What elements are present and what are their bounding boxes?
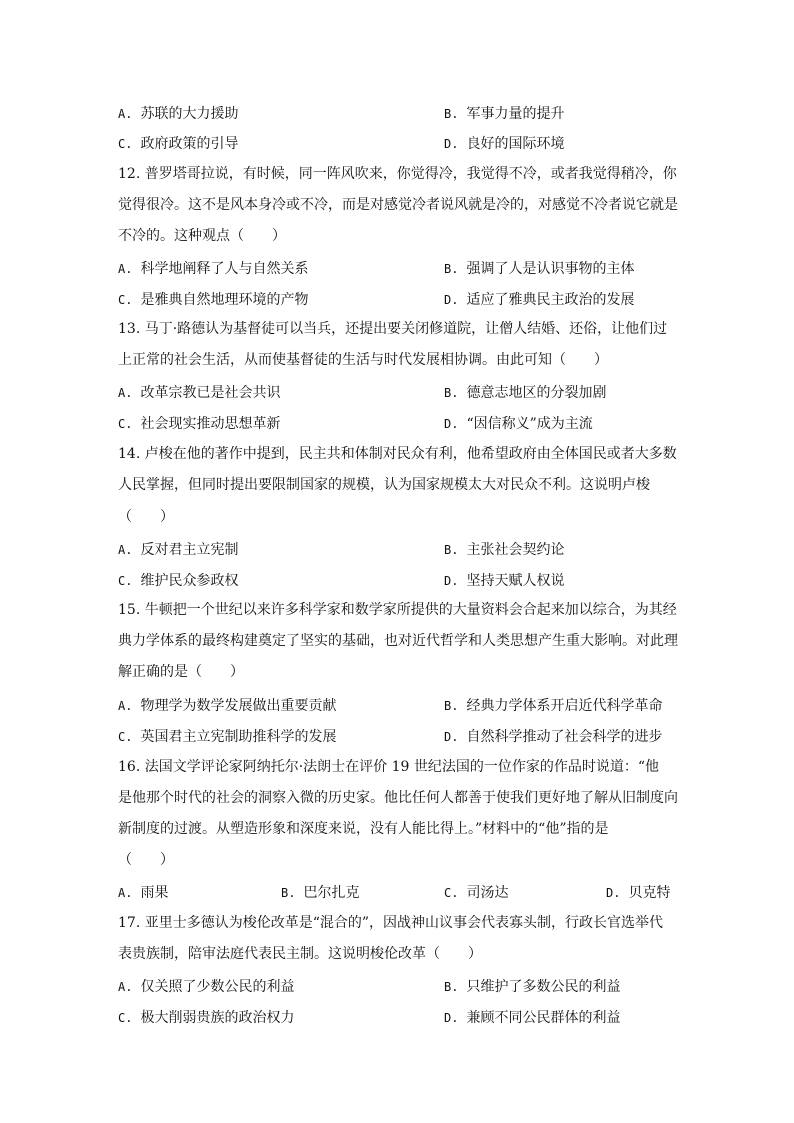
q13-stem-line-1: 13. 马丁·路德认为基督徒可以当兵，还提出要关闭修道院，让僧人结婚、还俗，让他们过 [118,321,668,337]
q14-option-c[interactable]: C. 维护民众参政权 [118,573,239,589]
q17-option-d[interactable]: D. 兼顾不同公民群体的利益 [444,1010,621,1026]
q16-option-a[interactable]: A. 雨果 [118,885,169,901]
q12-option-a[interactable]: A. 科学地阐释了人与自然关系 [118,261,309,277]
q17-option-a[interactable]: A. 仅关照了少数公民的利益 [118,979,295,995]
q12-option-c[interactable]: C. 是雅典自然地理环境的产物 [118,292,309,308]
q15-option-c[interactable]: C. 英国君主立宪制助推科学的发展 [118,729,337,745]
q16-stem-line-1: 16. 法国文学评论家阿纳托尔·法朗士在评价 19 世纪法国的一位作家的作品时说道：“他 [118,759,660,775]
q14-stem-line-3: （ ） [118,509,174,525]
q15-option-d[interactable]: D. 自然科学推动了社会科学的进步 [444,729,663,745]
q17-option-b[interactable]: B. 只维护了多数公民的利益 [444,979,621,995]
q15-option-a[interactable]: A. 物理学为数学发展做出重要贡献 [118,698,337,714]
q12-options-row-1 [118,258,678,278]
q13-options-row-2 [118,413,678,433]
q16-stem-line-3: 新制度的过渡。从塑造形象和深度来说，没有人能比得上。”材料中的“他”指的是 [118,821,609,837]
q16-option-d[interactable]: D. 贝克特 [606,885,671,901]
q16-stem-line-2: 是他那个时代的社会的洞察入微的历史家。他比任何人都善于使我们更好地了解从旧制度向 [118,790,678,806]
q16-stem-line-4: （ ） [118,852,174,868]
q11-option-b[interactable]: B. 军事力量的提升 [444,106,565,122]
q12-stem-line-1: 12. 普罗塔哥拉说，有时候，同一阵风吹来，你觉得冷，我觉得不冷，或者我觉得稍冷，你 [118,166,677,182]
q12-option-b[interactable]: B. 强调了人是认识事物的主体 [444,261,635,277]
q16-option-b[interactable]: B. 巴尔扎克 [281,885,360,901]
q17-options-row-1 [118,976,678,996]
q17-option-c[interactable]: C. 极大削弱贵族的政治权力 [118,1010,295,1026]
q11-option-c[interactable]: C. 政府政策的引导 [118,136,239,152]
q15-stem-line-1: 15. 牛顿把一个世纪以来许多科学家和数学家所提供的大量资料会合起来加以综合，为其经 [118,602,677,618]
q15-option-b[interactable]: B. 经典力学体系开启近代科学革命 [444,698,663,714]
q13-option-c[interactable]: C. 社会现实推动思想革新 [118,416,281,432]
q14-stem-line-1: 14. 卢梭在他的著作中提到，民主共和体制对民众有利，他希望政府由全体国民或者大多数 [118,446,677,462]
q17-options-row-2 [118,1007,678,1027]
q17-stem-line-2: 表贵族制，陪审法庭代表民主制。这说明梭伦改革（ ） [118,946,482,962]
q13-option-d[interactable]: D. “因信称义”成为主流 [444,416,593,432]
q15-options-row-1 [118,695,678,715]
q11-option-a[interactable]: A. 苏联的大力援助 [118,106,239,122]
q12-options-row-2 [118,289,678,309]
q15-stem-line-2: 典力学体系的最终构建奠定了坚实的基础，也对近代哲学和人类思想产生重大影响。对此理 [118,633,678,649]
q11-option-d[interactable]: D. 良好的国际环境 [444,136,565,152]
q16-option-c[interactable]: C. 司汤达 [444,885,509,901]
q14-option-a[interactable]: A. 反对君主立宪制 [118,542,239,558]
q11-options-row-2 [118,133,678,153]
q15-stem-line-3: 解正确的是（ ） [118,664,244,680]
q15-options-row-2 [118,726,678,746]
q14-option-b[interactable]: B. 主张社会契约论 [444,542,565,558]
q17-stem-line-1: 17. 亚里士多德认为梭伦改革是“混合的”，因战神山议事会代表寡头制，行政长官选举代 [118,915,664,931]
q14-option-d[interactable]: D. 坚持天赋人权说 [444,573,565,589]
q13-option-b[interactable]: B. 德意志地区的分裂加剧 [444,385,607,401]
q14-stem-line-2: 人民掌握，但同时提出要限制国家的规模，认为国家规模太大对民众不利。这说明卢梭 [118,477,650,493]
q12-stem-line-3: 不冷的。这种观点（ ） [118,228,286,244]
q16-options-row [118,882,678,902]
q14-options-row-1 [118,539,678,559]
q13-option-a[interactable]: A. 改革宗教已是社会共识 [118,385,281,401]
q14-options-row-2 [118,570,678,590]
q13-stem-line-2: 上正常的社会生活，从而使基督徒的生活与时代发展相协调。由此可知（ ） [118,352,608,368]
q11-options-row-1 [118,103,678,123]
q12-option-d[interactable]: D. 适应了雅典民主政治的发展 [444,292,635,308]
q12-stem-line-2: 觉得很冷。这不是风本身冷或不冷，而是对感觉冷者说风就是冷的，对感觉不冷者说它就是 [118,197,678,213]
q13-options-row-1 [118,382,678,402]
